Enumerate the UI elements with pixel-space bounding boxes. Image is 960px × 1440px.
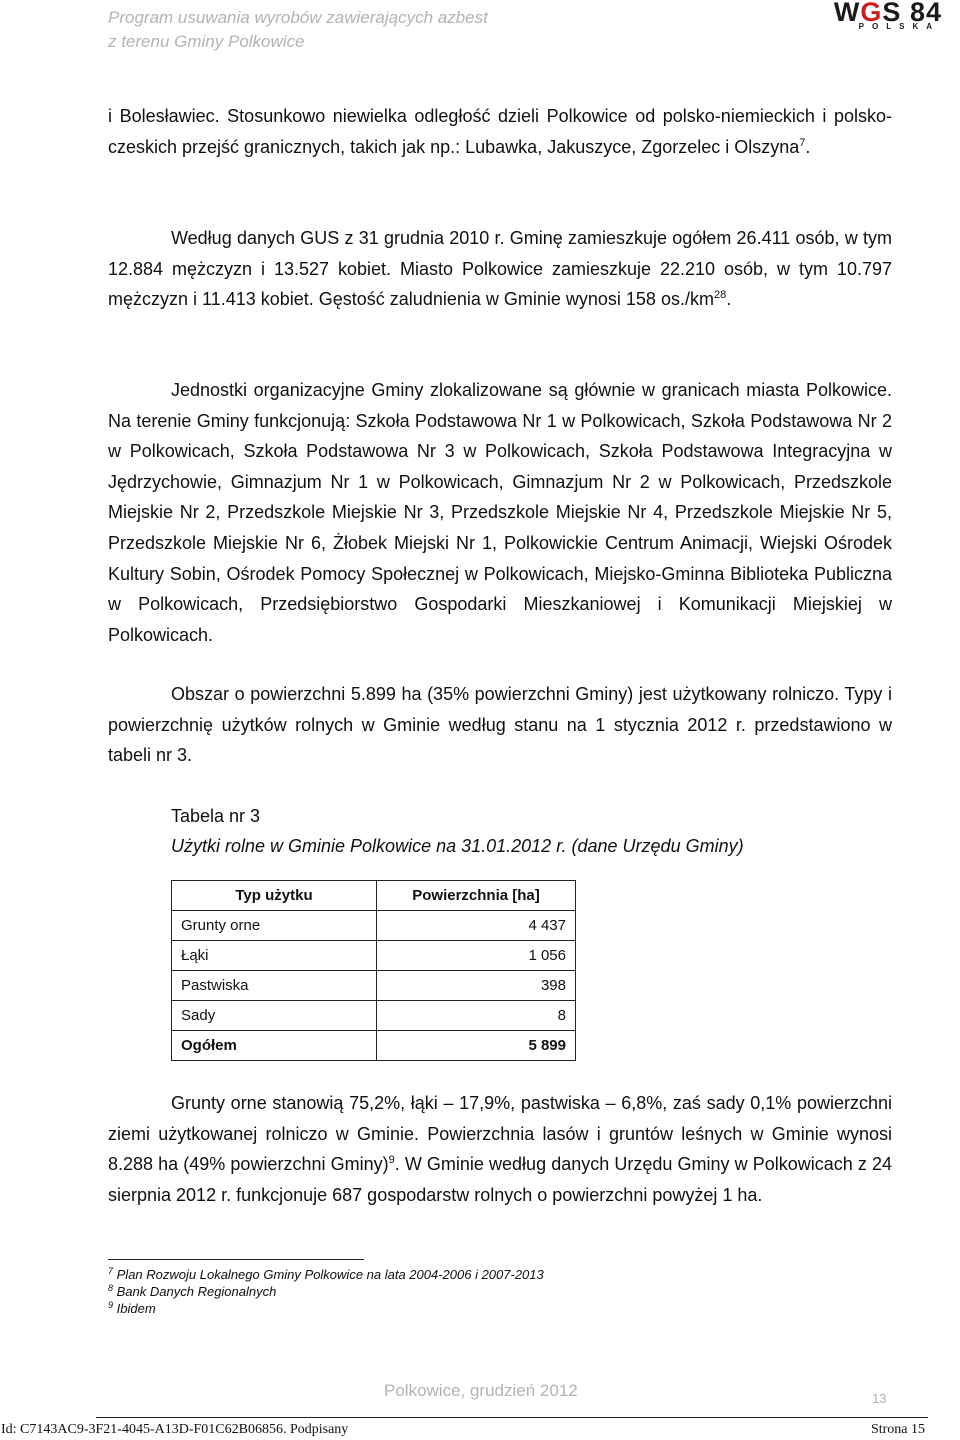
footnote-9: $^9$ Ibidem — [108, 1300, 156, 1316]
footnote-8: $^8$ Bank Danych Regionalnych — [108, 1283, 277, 1299]
table-cell: 5 899 — [377, 1031, 576, 1061]
land-use-table — [171, 880, 576, 1061]
table-cell: Pastwiska — [172, 971, 377, 1001]
table-row — [172, 1001, 576, 1031]
header-title — [108, 6, 488, 54]
table-header-cell: Powierzchnia [ha] — [377, 881, 576, 911]
table-caption: Użytki rolne w Gminie Polkowice na 31.01.2012 r. (dane Urzędu Gminy) — [171, 836, 744, 856]
paragraph-4: Obszar o powierzchni 5.899 ha (35% powierzchni Gminy) jest użytkowany rolniczo. Typy i powierzchnię użytków rolnych w Gminie według stanu na 1 stycznia 2012 r. przedstawiono w tabeli nr 3. — [108, 684, 892, 766]
paragraph-5: Grunty orne stanowią 75,2%, łąki – 17,9%, pastwiska – 6,8%, zaś sady 0,1% powierzchni ziemi użytkowanej rolniczo w Gminie. Powierzchnia lasów i gruntów leśnych w Gminie wynosi 8.288 ha (49% powierzchni Gminy)$^9$. W Gminie według danych Urzędu Gminy w Polkowicach z 24 sierpnia 2012 r. funkcjonuje 687 gospodarstw rolnych o powierzchni powyżej 1 ha. — [108, 1093, 892, 1205]
table-header-cell: Typ użytku — [172, 881, 377, 911]
footnote-7: $^7$ Plan Rozwoju Lokalnego Gminy Polkowice na lata 2004-2006 i 2007-2013 — [108, 1266, 544, 1282]
table-row — [172, 971, 576, 1001]
header-title-line2: z terenu Gminy Polkowice — [108, 32, 305, 51]
logo-wordmark: WGS 84 — [834, 0, 942, 28]
table-row — [172, 911, 576, 941]
paragraph-2: Według danych GUS z 31 grudnia 2010 r. Gminę zamieszkuje ogółem 26.411 osób, w tym 12.884 mężczyzn i 13.527 kobiet. Miasto Polkowice zamieszkuje 22.210 osób, w tym 10.797 mężczyzn i 11.413 kobiet. Gęstość zaludnienia w Gminie wynosi 158 $os./km^{28}$. — [108, 228, 892, 310]
table-cell: Grunty orne — [172, 911, 377, 941]
footer-page-label: Strona 15 — [870, 1422, 925, 1437]
company-logo — [822, 0, 942, 34]
footer-place-date: Polkowice, grudzień 2012 — [384, 1381, 578, 1400]
table-row — [172, 941, 576, 971]
footer-page-number: 13 — [872, 1391, 887, 1406]
footnote-ref-8[interactable]: 8 — [720, 289, 727, 302]
footer-document-id: Id: C7143AC9-3F21-4045-A13D-F01C62B06856. Podpisany — [1, 1422, 349, 1437]
footnote-separator — [108, 1259, 364, 1260]
table-label: Tabela nr 3 — [171, 806, 261, 826]
table-cell: 398 — [377, 971, 576, 1001]
table-cell: Ogółem — [172, 1031, 377, 1061]
table-cell: 1 056 — [377, 941, 576, 971]
footnote-ref-7[interactable]: 7 — [799, 136, 806, 149]
logo-accent-letter: G — [860, 0, 883, 27]
table-total-row — [172, 1031, 576, 1061]
superscript-squared: 2 — [713, 289, 721, 302]
header-title-line1: Program usuwania wyrobów zawierających azbest — [108, 8, 488, 27]
table-cell: Sady — [172, 1001, 377, 1031]
logo-subtitle: POLSKA — [858, 22, 940, 31]
table-header-row — [172, 881, 576, 911]
table-cell: 8 — [377, 1001, 576, 1031]
table-cell: 4 437 — [377, 911, 576, 941]
paragraph-1: i Bolesławiec. Stosunkowo niewielka odległość dzieli Polkowice od polsko-niemieckich i polsko-czeskich przejść granicznych, takich jak np.: Lubawka, Jakuszyce, Zgorzelec i Olszyna$^7$. — [108, 106, 892, 157]
paragraph-3: Jednostki organizacyjne Gminy zlokalizowane są głównie w granicach miasta Polkowice. Na terenie Gminy funkcjonują: Szkoła Podstawowa Nr 1 w Polkowicach, Szkoła Podstawowa Nr 2 w Polkowicach, Szkoła Podstawowa Nr 3 w Polkowicach, Szkoła Podstawowa Integracyjna w Jędrzychowie, Gimnazjum Nr 1 w Polkowicach, Gimnazjum Nr 2 w Polkowicach, Przedszkole Miejskie Nr 2, Przedszkole Miejskie Nr 3, Przedszkole Miejskie Nr 4, Przedszkole Miejskie Nr 5, Przedszkole Miejskie Nr 6, Żłobek Miejski Nr 1, Polkowickie Centrum Animacji, Wiejski Ośrodek Kultury Sobin, Ośrodek Pomocy Społecznej w Polkowicach, Miejsko-Gminna Biblioteka Publiczna w Polkowicach, Przedsiębiorstwo Gospodarki Mieszkaniowej i Komunikacji Miejskiej w Polkowicach. — [108, 380, 892, 645]
footnote-ref-9[interactable]: 9 — [388, 1154, 395, 1167]
footer-rule — [96, 1417, 928, 1418]
table-cell: Łąki — [172, 941, 377, 971]
